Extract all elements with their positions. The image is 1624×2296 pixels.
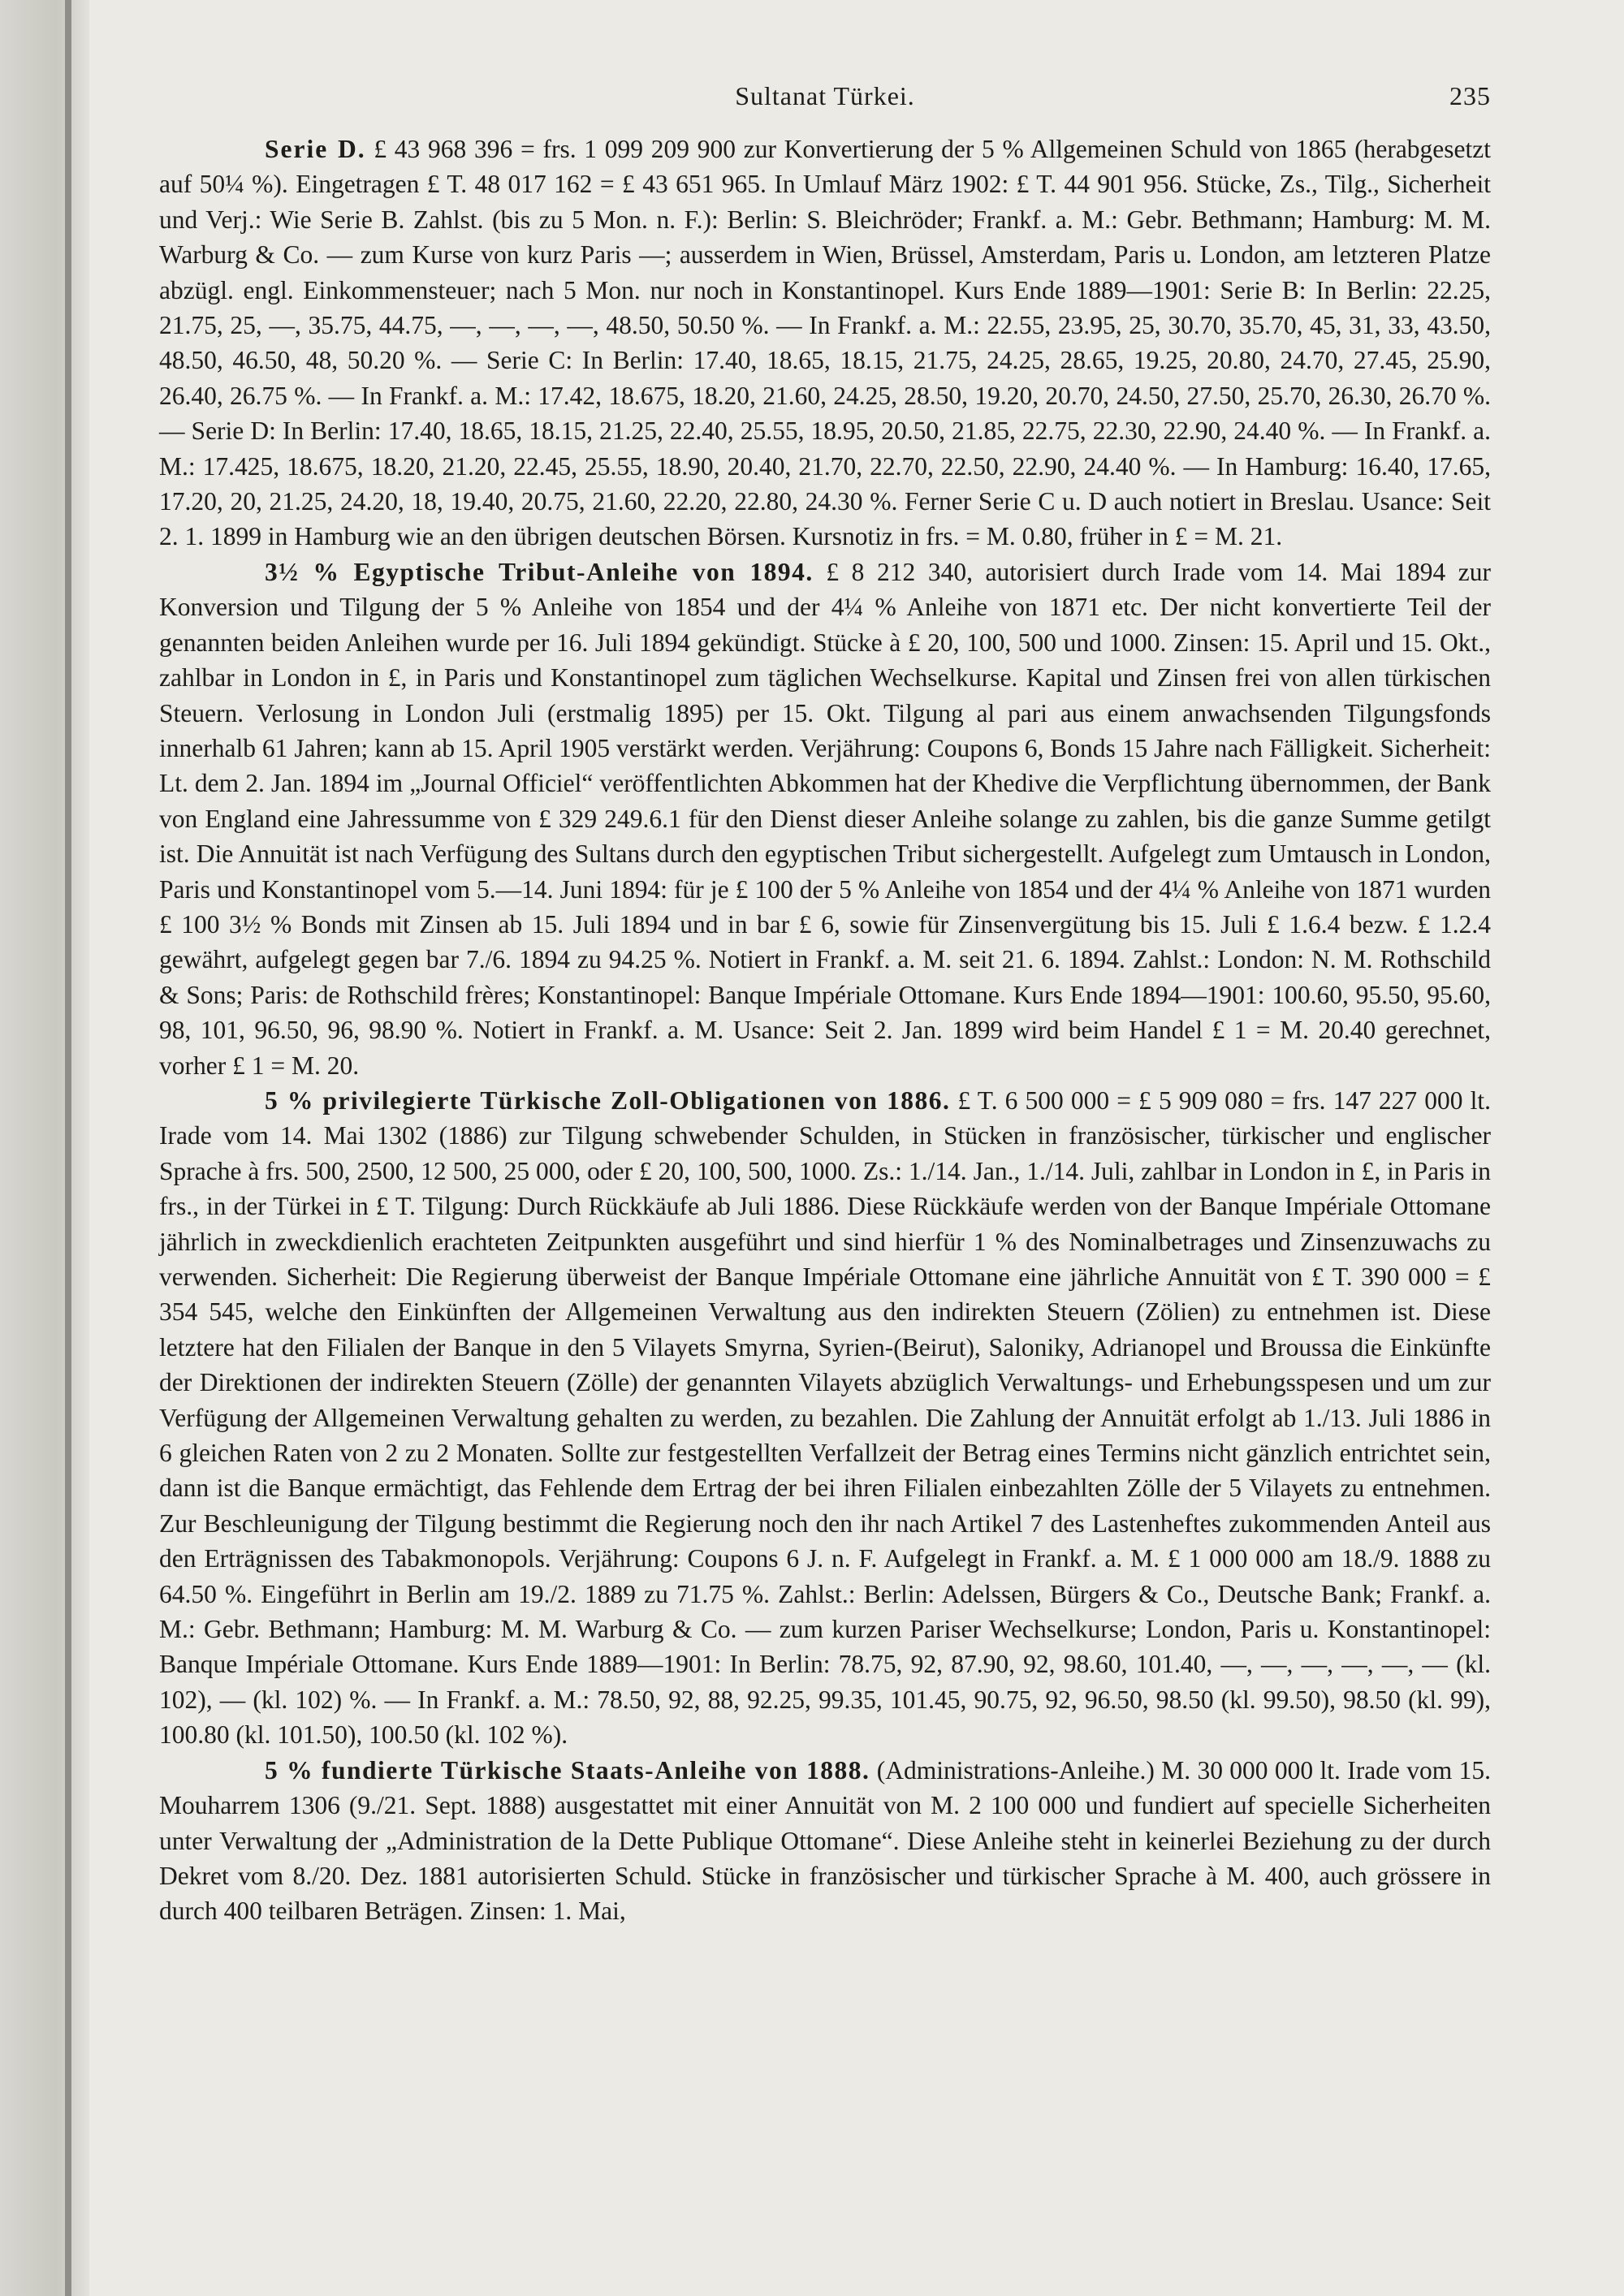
page-body [159, 132, 1491, 1929]
section-heading-serie-d: Serie D. [265, 135, 366, 163]
section-heading-zoll-obligationen-1886: 5 % privilegierte Türkische Zoll-Obligationen von 1886. [265, 1085, 951, 1115]
section-text-staats-anleihe-1888: (Administrations-Anleihe.) M. 30 000 000 lt. Irade vom 15. Mouharrem 1306 (9./21. Sept. 1888) ausgestattet mit einer Annuität von M. 2 100 000 und fundiert auf specielle Sicherheiten unter Verwaltung der „Administration de la Dette Publique Ottomane“. Diese Anleihe steht in keinerlei Beziehung zu der durch Dekret vom 8./20. Dez. 1881 autorisierten Schuld. Stücke in französischer und türkischer Sprache à M. 400, auch grössere in durch 400 teilbaren Beträgen. Zinsen: 1. Mai, [159, 1755, 1491, 1926]
page-number: 235 [1449, 81, 1491, 110]
paragraph-tribut-anleihe-1894 [159, 555, 1491, 1083]
section-text-serie-d: £ 43 968 396 = frs. 1 099 209 900 zur Konvertierung der 5 % Allgemeinen Schuld von 1865 (herabgesetzt auf 50¼ %). Eingetragen £ T. 48 017 162 = £ 43 651 965. In Umlauf März 1902: £ T. 44 901 956. Stücke, Zs., Tilg., Sicherheit und Verj.: Wie Serie B. Zahlst. (bis zu 5 Mon. n. F.): Berlin: S. Bleichröder; Frankf. a. M.: Gebr. Bethmann; Hamburg: M. M. Warburg & Co. — zum Kurse von kurz Paris —; ausserdem in Wien, Brüssel, Amsterdam, Paris u. London, am letzteren Platze abzügl. engl. Einkommensteuer; nach 5 Mon. nur noch in Konstantinopel. Kurs Ende 1889—1901: Serie B: In Berlin: 22.25, 21.75, 25, —, 35.75, 44.75, —, —, —, —, 48.50, 50.50 %. — In Frankf. a. M.: 22.55, 23.95, 25, 30.70, 35.70, 45, 31, 33, 43.50, 48.50, 46.50, 48, 50.20 %. — Serie C: In Berlin: 17.40, 18.65, 18.15, 21.75, 24.25, 28.65, 19.25, 20.80, 24.70, 27.45, 25.90, 26.40, 26.75 %. — In Frankf. a. M.: 17.42, 18.675, 18.20, 21.60, 24.25, 28.50, 19.20, 20.70, 24.50, 27.50, 25.70, 26.30, 26.70 %. — Serie D: In Berlin: 17.40, 18.65, 18.15, 21.25, 22.40, 25.55, 18.95, 20.50, 21.85, 22.75, 22.30, 22.90, 24.40 %. — In Frankf. a. M.: 17.425, 18.675, 18.20, 21.20, 22.45, 25.55, 18.90, 20.40, 21.70, 22.70, 22.50, 22.90, 24.40 %. — In Hamburg: 16.40, 17.65, 17.20, 20, 21.25, 24.20, 18, 19.40, 20.75, 21.60, 22.20, 22.80, 24.30 %. Ferner Serie C u. D auch notiert in Breslau. Usance: Seit 2. 1. 1899 in Hamburg wie an den übrigen deutschen Börsen. Kursnotiz in frs. = M. 0.80, früher in £ = M. 21. [159, 135, 1492, 551]
section-heading-staats-anleihe-1888: 5 % fundierte Türkische Staats-Anleihe von 1888. [265, 1755, 870, 1785]
running-title: Sultanat Türkei. [735, 81, 915, 110]
page-header [159, 75, 1491, 132]
paragraph-staats-anleihe-1888 [159, 1753, 1491, 1929]
binding-edge-line [65, 0, 71, 2296]
section-text-zoll-obligationen-1886: £ T. 6 500 000 = £ 5 909 080 = frs. 147 227 000 lt. Irade vom 14. Mai 1302 (1886) zur Tilgung schwebender Schulden, in Stücken in französischer, türkischer und englischer Sprache à frs. 500, 2500, 12 500, 25 000, oder £ 20, 100, 500, 1000. Zs.: 1./14. Jan., 1./14. Juli, zahlbar in London in £, in Paris in frs., in der Türkei in £ T. Tilgung: Durch Rückkäufe ab Juli 1886. Diese Rückkäufe werden von der Banque Impériale Ottomane jährlich in zweckdienlich erachteten Zeitpunkten ausgeführt und sind hierfür 1 % des Nominalbetrages und Zinsenzuwachs zu verwenden. Sicherheit: Die Regierung überweist der Banque Impériale Ottomane eine jährliche Annuität von £ T. 390 000 = £ 354 545, welche den Einkünften der Allgemeinen Verwaltung aus den indirekten Steuern (Zölien) zu entnehmen ist. Diese letztere hat den Filialen der Banque in den 5 Vilayets Smyrna, Syrien-(Beirut), Saloniky, Adrianopel und Broussa die Einkünfte der Direktionen der indirekten Steuern (Zölle) der genannten Vilayets abzüglich Verwaltungs- und Erhebungsspesen und um zur Verfügung der Allgemeinen Verwaltung gehalten zu werden, zu bezahlen. Die Zahlung der Annuität erfolgt ab 1./13. Juli 1886 in 6 gleichen Raten von 2 zu 2 Monaten. Sollte zur festgestellten Verfallzeit der Betrag eines Termins nicht gänzlich entrichtet sein, dann ist die Banque ermächtigt, das Fehlende dem Ertrag der bei ihren Filialen einbezahlten Zölle der 5 Vilayets zu entnehmen. Zur Beschleunigung der Tilgung bestimmt die Regierung noch den ihr nach Artikel 7 des Lastenheftes zukommenden Anteil aus den Erträgnissen des Tabakmonopols. Verjährung: Coupons 6 J. n. F. Aufgelegt in Frankf. a. M. £ 1 000 000 am 18./9. 1888 zu 64.50 %. Eingeführt in Berlin am 19./2. 1889 zu 71.75 %. Zahlst.: Berlin: Adelssen, Bürgers & Co., Deutsche Bank; Frankf. a. M.: Gebr. Bethmann; Hamburg: M. M. Warburg & Co. — zum kurzen Pariser Wechselkurse; London, Paris u. Konstantinopel: Banque Impériale Ottomane. Kurs Ende 1889—1901: In Berlin: 78.75, 92, 87.90, 92, 98.60, 101.40, —, —, —, —, —, — (kl. 102), — (kl. 102) %. — In Frankf. a. M.: 78.50, 92, 88, 92.25, 99.35, 101.45, 90.75, 92, 96.50, 98.50 (kl. 99.50), 98.50 (kl. 99), 100.80 (kl. 101.50), 100.50 (kl. 102 %). [159, 1085, 1491, 1750]
paragraph-zoll-obligationen-1886 [159, 1083, 1491, 1753]
book-binding-shadow [0, 0, 89, 2296]
section-text-tribut-anleihe-1894: £ 8 212 340, autorisiert durch Irade vom 14. Mai 1894 zur Konversion und Tilgung der 5 % Anleihe von 1854 und der 4¼ % Anleihe von 1871 etc. Der nicht konvertierte Teil der genannten beiden Anleihen wurde per 16. Juli 1894 gekündigt. Stücke à £ 20, 100, 500 und 1000. Zinsen: 15. April und 15. Okt., zahlbar in London in £, in Paris und Konstantinopel zum täglichen Wechselkurse. Kapital und Zinsen frei von allen türkischen Steuern. Verlosung in London Juli (erstmalig 1895) per 15. Okt. Tilgung al pari aus einem anwachsenden Tilgungsfonds innerhalb 61 Jahren; kann ab 15. April 1905 verstärkt werden. Verjährung: Coupons 6, Bonds 15 Jahre nach Fälligkeit. Sicherheit: Lt. dem 2. Jan. 1894 im „Journal Officiel“ veröffentlichten Abkommen hat der Khedive die Verpflichtung übernommen, der Bank von England eine Jahressumme von £ 329 249.6.1 für den Dienst dieser Anleihe solange zu zahlen, bis die ganze Summe getilgt ist. Die Annuität ist nach Verfügung des Sultans durch den egyptischen Tribut sichergestellt. Aufgelegt zum Umtausch in London, Paris und Konstantinopel vom 5.—14. Juni 1894: für je £ 100 der 5 % Anleihe von 1854 und der 4¼ % Anleihe von 1871 wurden £ 100 3½ % Bonds mit Zinsen ab 15. Juli 1894 und in bar £ 6, sowie für Zinsenvergütung bis 15. Juli £ 1.6.4 bezw. £ 1.2.4 gewährt, aufgelegt gegen bar 7./6. 1894 zu 94.25 %. Notiert in Frankf. a. M. seit 21. 6. 1894. Zahlst.: London: N. M. Rothschild & Sons; Paris: de Rothschild frères; Konstantinopel: Banque Impériale Ottomane. Kurs Ende 1894—1901: 100.60, 95.50, 95.60, 98, 101, 96.50, 96, 98.90 %. Notiert in Frankf. a. M. Usance: Seit 2. Jan. 1899 wird beim Handel £ 1 = M. 20.40 gerechnet, vorher £ 1 = M. 20. [159, 557, 1491, 1080]
document-page [159, 75, 1491, 2267]
section-heading-tribut-anleihe-1894: 3½ % Egyptische Tribut-Anleihe von 1894. [265, 557, 814, 586]
paragraph-serie-d [159, 132, 1491, 555]
